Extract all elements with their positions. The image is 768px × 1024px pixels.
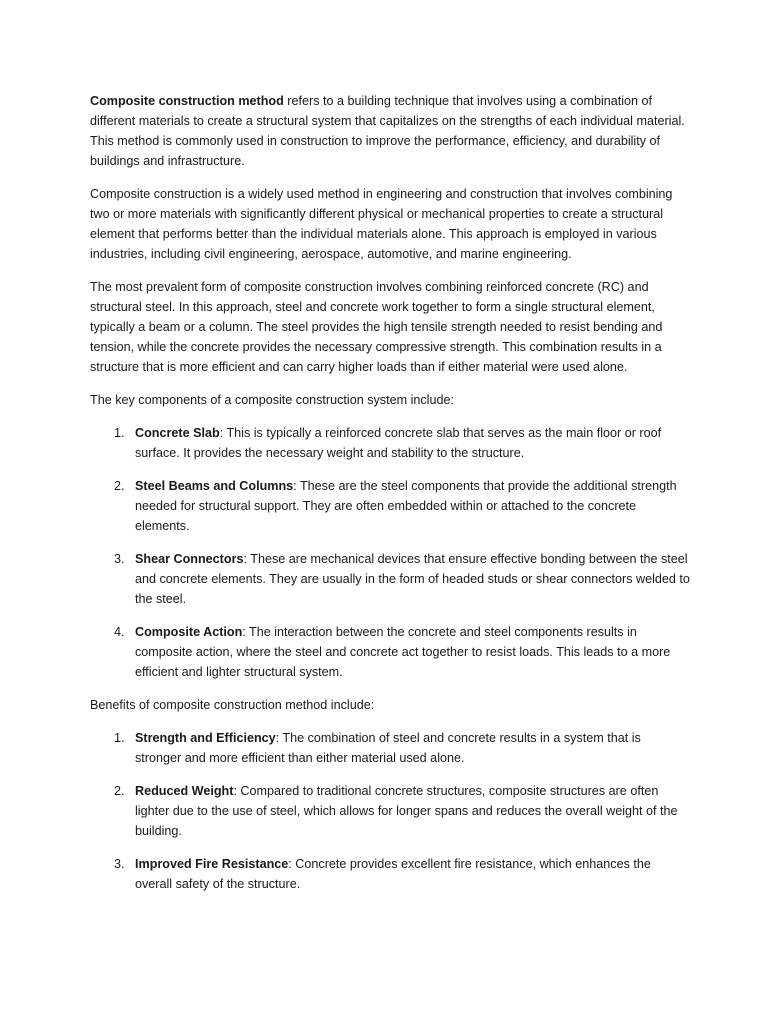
- list-number: 4.: [114, 625, 125, 639]
- list-term: Strength and Efficiency: [135, 731, 276, 745]
- list-term: Composite Action: [135, 625, 243, 639]
- list-number: 1.: [114, 731, 125, 745]
- list-number: 3.: [114, 552, 125, 566]
- list-term: Concrete Slab: [135, 426, 220, 440]
- list-text: : These are mechanical devices that ensure effective bonding between the steel and concrete elements. They are usually in the form of headed studs or shear connectors welded to the steel.: [135, 552, 690, 606]
- components-heading: The key components of a composite construction system include:: [90, 393, 454, 407]
- list-item: [90, 549, 690, 609]
- document-page: [90, 91, 690, 907]
- list-number: 2.: [114, 784, 125, 798]
- list-text: : This is typically a reinforced concrete slab that serves as the main floor or roof surface. It provides the necessary weight and stability to the structure.: [135, 426, 662, 460]
- list-item: [90, 622, 690, 682]
- list-text: : These are the steel components that provide the additional strength needed for structural support. They are often embedded within or attached to the concrete elements.: [135, 479, 677, 533]
- list-term: Shear Connectors: [135, 552, 244, 566]
- list-term: Reduced Weight: [135, 784, 234, 798]
- list-item: [90, 781, 690, 841]
- components-list: [90, 423, 690, 682]
- paragraph-2: Composite construction is a widely used method in engineering and construction that involves combining two or more materials with significantly different physical or mechanical properties to create a structural element that performs better than the individual materials alone. This approach is employed in various industries, including civil engineering, aerospace, automotive, and marine engineering.: [90, 187, 673, 261]
- intro-paragraph: [90, 91, 690, 171]
- list-item: [90, 854, 690, 894]
- list-number: 3.: [114, 857, 125, 871]
- list-item: [90, 476, 690, 536]
- list-item: [90, 423, 690, 463]
- list-number: 1.: [114, 426, 125, 440]
- list-text: : The combination of steel and concrete results in a system that is stronger and more efficient than either material used alone.: [135, 731, 641, 765]
- list-item: [90, 728, 690, 768]
- list-number: 2.: [114, 479, 125, 493]
- benefits-list: [90, 728, 690, 894]
- list-term: Improved Fire Resistance: [135, 857, 289, 871]
- list-text: : The interaction between the concrete and steel components results in composite action, where the steel and concrete act together to resist loads. This leads to a more efficient and lighter structural system.: [135, 625, 671, 679]
- list-text: : Concrete provides excellent fire resistance, which enhances the overall safety of the structure.: [135, 857, 651, 891]
- list-text: : Compared to traditional concrete structures, composite structures are often lighter due to the use of steel, which allows for longer spans and reduces the overall weight of the building.: [135, 784, 678, 838]
- list-term: Steel Beams and Columns: [135, 479, 294, 493]
- intro-text: refers to a building technique that involves using a combination of different materials to create a structural system that capitalizes on the strengths of each individual material. This method is commonly used in construction to improve the performance, efficiency, and durability of buildings and infrastructure.: [90, 94, 685, 168]
- benefits-heading: Benefits of composite construction method include:: [90, 698, 375, 712]
- paragraph-3: The most prevalent form of composite construction involves combining reinforced concrete (RC) and structural steel. In this approach, steel and concrete work together to form a single structural element, typically a beam or a column. The steel provides the high tensile strength needed to resist bending and tension, while the concrete provides the necessary compressive strength. This combination results in a structure that is more efficient and can carry higher loads than if either material were used alone.: [90, 280, 663, 374]
- intro-term: Composite construction method: [90, 94, 284, 108]
